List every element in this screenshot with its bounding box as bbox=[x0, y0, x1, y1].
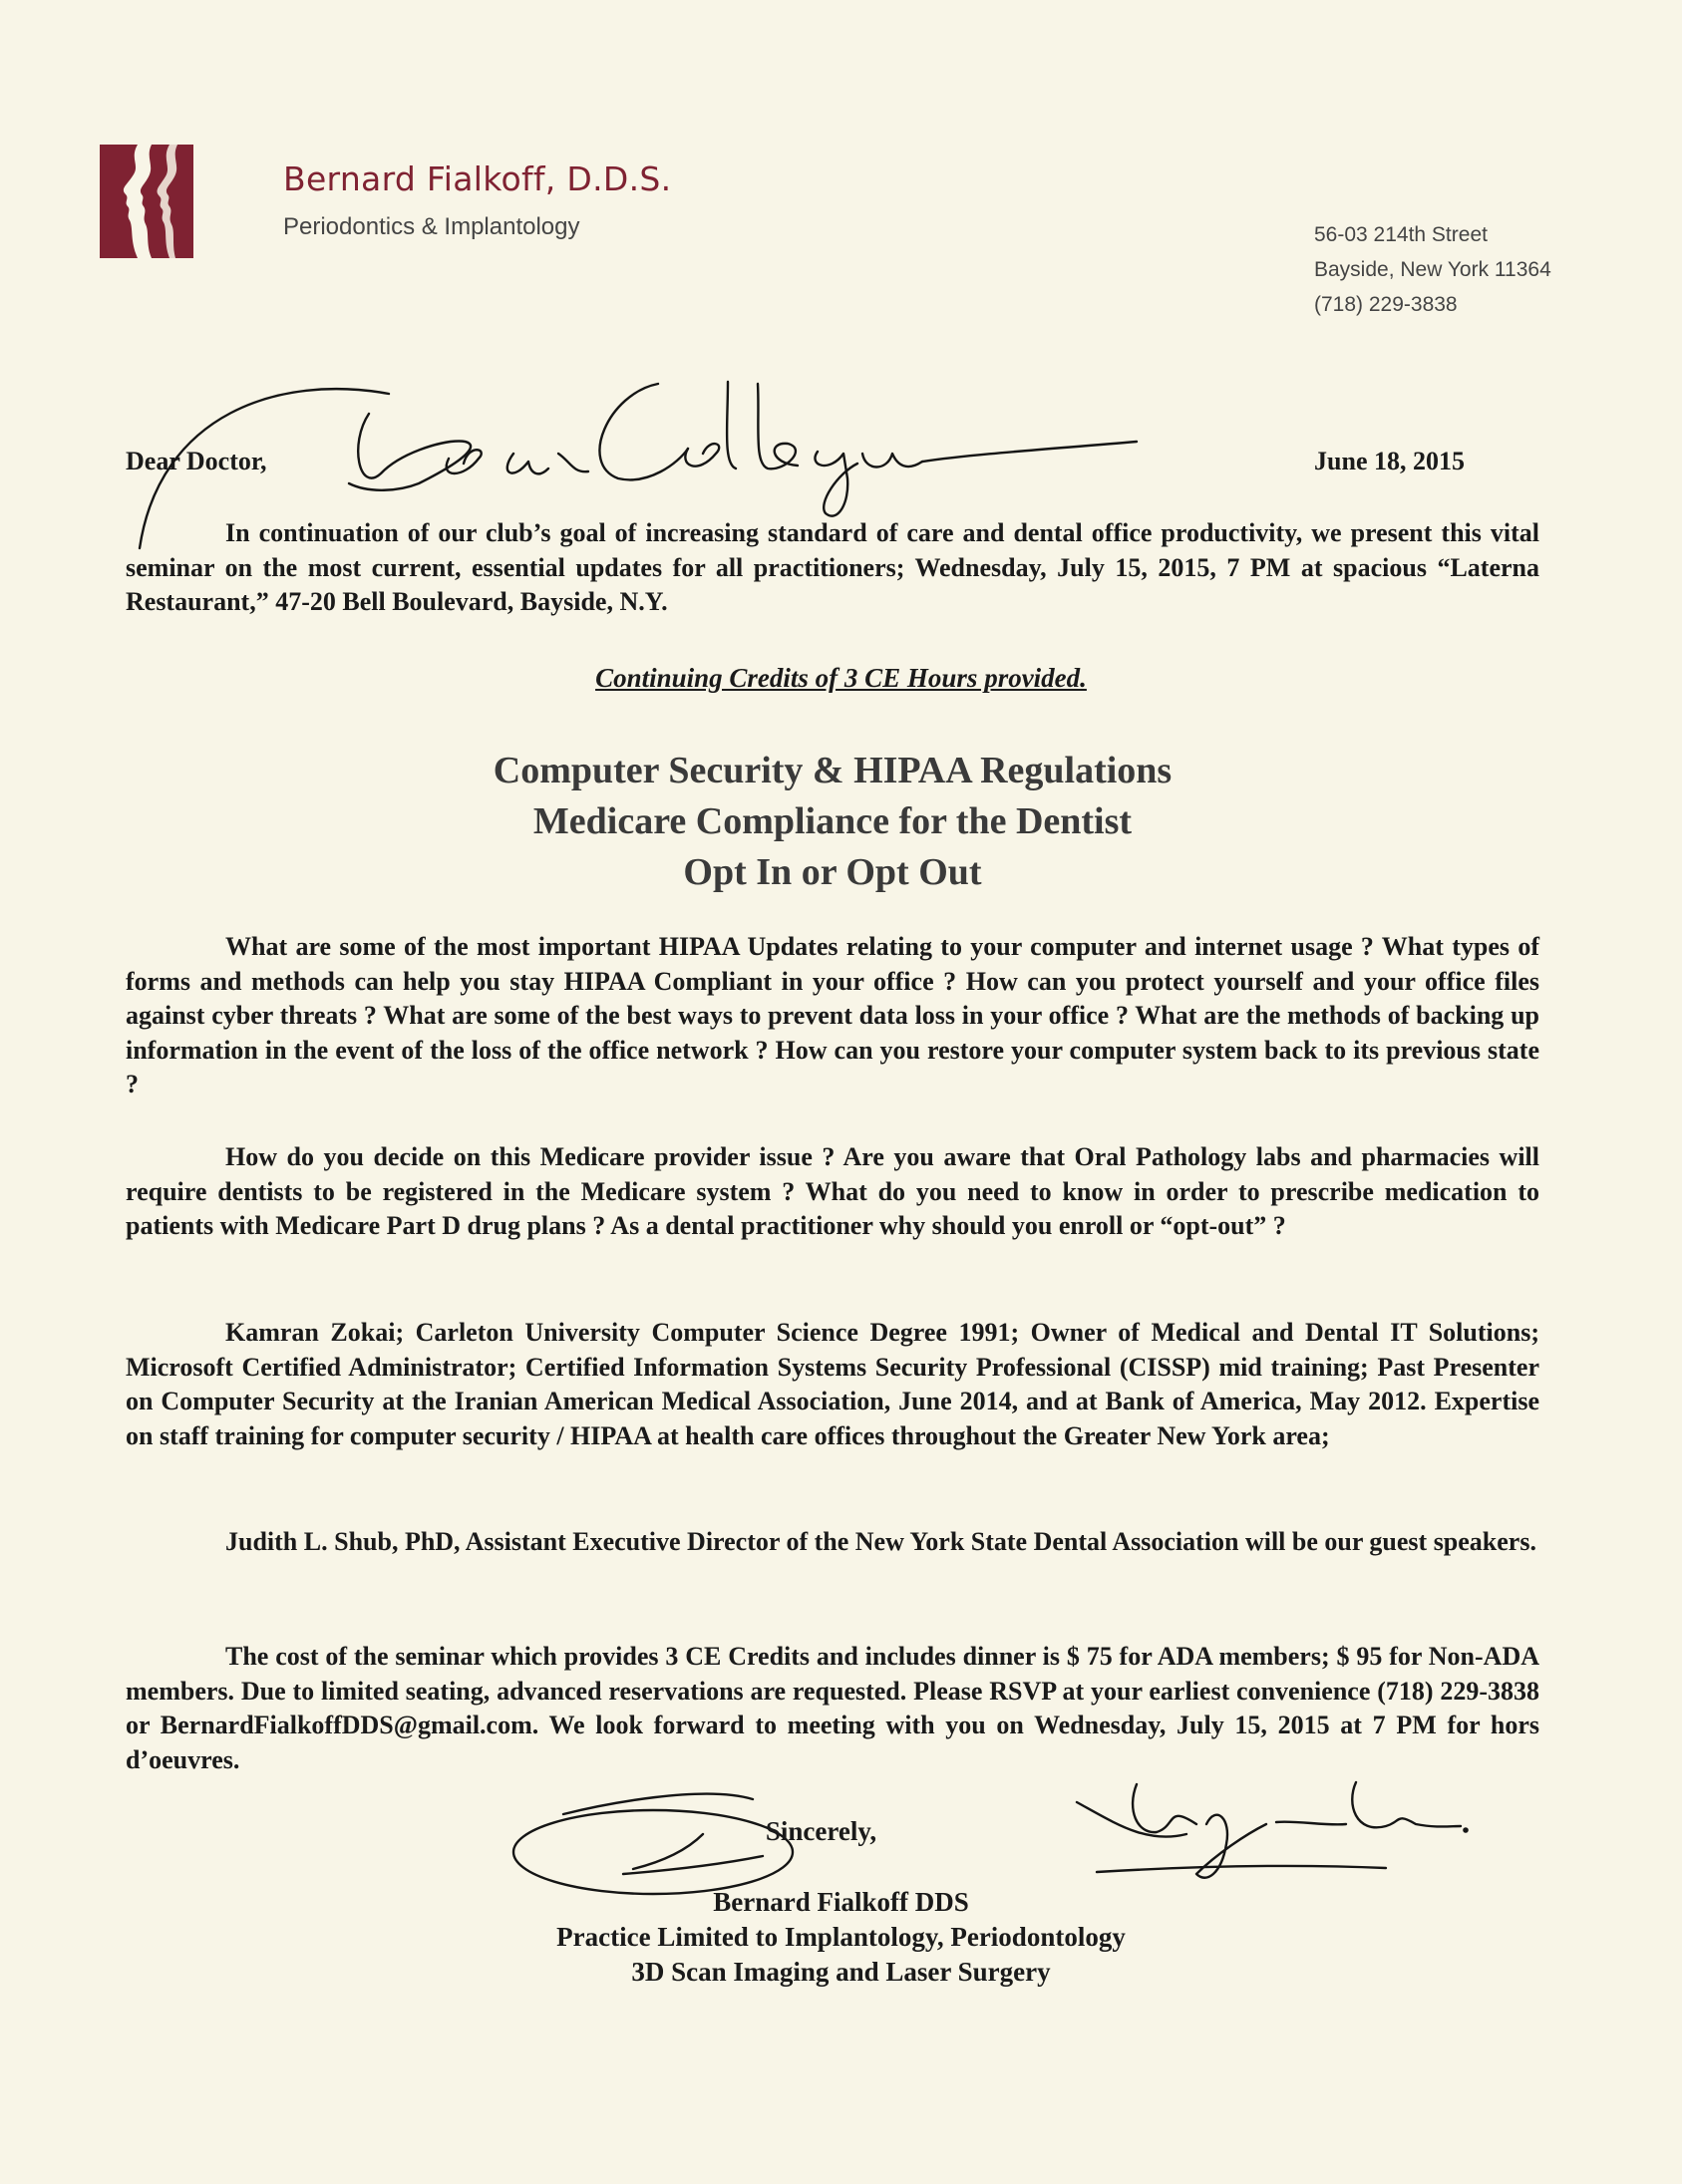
speaker-bio-paragraph: Kamran Zokai; Carleton University Computer Science Degree 1991; Owner of Medical and Dental IT Solutions; Microsoft Certified Administrator; Certified Information Systems Security Professional (CISSP) mid training; Past Presenter on Computer Security at the Iranian American Medical Association, June 2014, and at Bank of America, May 2012. Expertise on staff training for computer security / HIPAA at health care offices throughout the Greater New York area; bbox=[126, 1318, 1539, 1450]
ce-credits-line: Continuing Credits of 3 CE Hours provided. bbox=[595, 663, 1087, 693]
salutation: Dear Doctor, bbox=[126, 447, 267, 475]
address-street: 56-03 214th Street bbox=[1314, 223, 1488, 246]
title-line-3: Opt In or Opt Out bbox=[683, 851, 982, 893]
title-line-2: Medicare Compliance for the Dentist bbox=[532, 800, 1133, 842]
practice-line-1: Practice Limited to Implantology, Periodontology bbox=[556, 1922, 1126, 1952]
letterhead-name: Bernard Fialkoff, D.D.S. bbox=[283, 159, 672, 198]
letterhead-address bbox=[1314, 217, 1551, 322]
signer-name: Bernard Fialkoff DDS bbox=[713, 1887, 969, 1917]
address-phone: (718) 229-3838 bbox=[1314, 293, 1458, 316]
guest-speaker-paragraph: Judith L. Shub, PhD, Assistant Executive Director of the New York State Dental Association will be our guest speakers. bbox=[225, 1527, 1536, 1556]
letter-date: June 18, 2015 bbox=[1314, 447, 1465, 475]
intro-paragraph: In continuation of our club’s goal of increasing standard of care and dental office productivity, we present this vital seminar on the most current, essential updates for all practitioners; Wednesday, July 15, 2015, 7 PM at spacious “Laterna Restaurant,” 47-20 Bell Boulevard, Bayside, N.Y. bbox=[126, 518, 1539, 616]
practice-line-2: 3D Scan Imaging and Laser Surgery bbox=[631, 1957, 1051, 1987]
cost-rsvp-paragraph: The cost of the seminar which provides 3 CE Credits and includes dinner is $ 75 for ADA members; $ 95 for Non-ADA members. Due to limited seating, advanced reservations are requested. Please RSVP at your earliest convenience (718) 229-3838 or BernardFialkoffDDS@gmail.com. We look forward to meeting with you on Wednesday, July 15, 2015 at 7 PM for hors d’oeuvres. bbox=[126, 1642, 1539, 1774]
address-city: Bayside, New York 11364 bbox=[1314, 258, 1551, 281]
letterhead-specialty: Periodontics & Implantology bbox=[283, 213, 580, 240]
valediction: Sincerely, bbox=[765, 1816, 877, 1846]
seminar-titles bbox=[126, 746, 1539, 898]
title-line-1: Computer Security & HIPAA Regulations bbox=[493, 750, 1173, 791]
profile-logo-icon bbox=[100, 145, 193, 258]
hipaa-paragraph: What are some of the most important HIPAA Updates relating to your computer and internet usage ? What types of forms and methods can help you stay HIPAA Compliant in your office ? How can you protect yourself and your office files against cyber threats ? What are some of the best ways to prevent data loss in your office ? What are the methods of backing up information in the event of the loss of the office network ? How can you restore your computer system back to its previous state ? bbox=[126, 932, 1539, 1098]
medicare-paragraph: How do you decide on this Medicare provider issue ? Are you aware that Oral Pathology labs and pharmacies will require dentists to be registered in the Medicare system ? What do you need to know in order to prescribe medication to patients with Medicare Part D drug plans ? As a dental practitioner why should you enroll or “opt-out” ? bbox=[126, 1142, 1539, 1240]
